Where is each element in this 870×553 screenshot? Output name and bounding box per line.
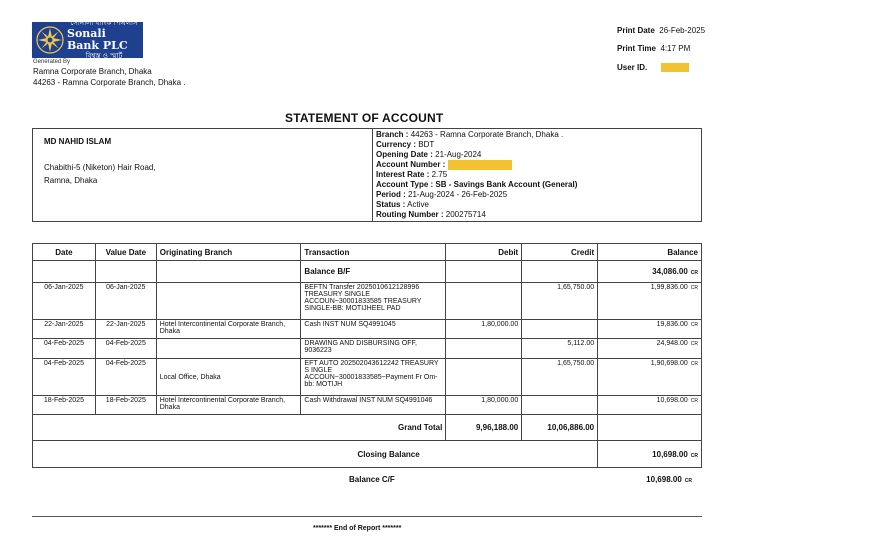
currency-label: Currency :: [376, 140, 417, 149]
header-date: Date: [33, 244, 96, 261]
header-transaction: Transaction: [301, 244, 446, 261]
status-label: Status :: [376, 200, 406, 210]
balance-cf-label: Balance C/F: [349, 475, 395, 484]
row-branch: [156, 283, 301, 320]
cr-marker: CR: [684, 478, 692, 484]
row-balance-cell: [598, 396, 702, 415]
total-debit: 9,96,188.00: [446, 415, 522, 441]
cr-marker: CR: [690, 341, 698, 347]
account-number-row: [376, 160, 577, 170]
row-credit: 1,65,750.00: [522, 283, 598, 320]
period-row: [376, 190, 577, 200]
row-balance-cell: [598, 359, 702, 396]
print-time-label: Print Time: [617, 44, 656, 53]
table-row: [33, 320, 702, 339]
row-value-date: 04-Feb-2025: [95, 339, 156, 359]
row-balance-cell: [598, 283, 702, 320]
row-credit: 1,65,750.00: [522, 359, 598, 396]
interest-rate-label: Interest Rate :: [376, 170, 430, 180]
row-debit: 1,80,000.00: [446, 320, 522, 339]
row-balance: 1,90,698.00: [650, 360, 688, 367]
header-debit: Debit: [446, 244, 522, 261]
balance-bf-label: Balance B/F: [301, 261, 446, 283]
closing-balance-cell: [598, 441, 702, 468]
account-number-redaction: [448, 160, 512, 170]
balance-bf-row: [33, 261, 702, 283]
row-debit: [446, 283, 522, 320]
header-value-date: Value Date: [95, 244, 156, 261]
cr-marker: CR: [690, 285, 698, 291]
print-time: [617, 44, 690, 53]
customer-address-line1: Chabithi-5 (Niketon) Hair Road,: [44, 163, 156, 172]
row-credit: [522, 320, 598, 339]
bank-name-english: Sonali Bank PLC: [67, 27, 128, 52]
account-info-box: [32, 128, 702, 222]
row-value-date: 06-Jan-2025: [95, 283, 156, 320]
balance-bf-cell: [598, 261, 702, 283]
grand-total-label: Grand Total: [301, 415, 446, 441]
row-value-date: 18-Feb-2025: [95, 396, 156, 415]
cr-marker: CR: [690, 270, 698, 276]
row-transaction: Cash Withdrawal INST NUM SQ4991046: [301, 396, 446, 415]
balance-cf-cell: [646, 475, 692, 484]
routing-value: 200275714: [445, 210, 486, 220]
row-balance-cell: [598, 320, 702, 339]
bank-tagline: বিশ্বস্ত ও স্মার্ট: [85, 52, 123, 60]
row-debit: 1,80,000.00: [446, 396, 522, 415]
currency-value: BDT: [418, 140, 435, 149]
currency-row: [376, 140, 577, 150]
end-divider: [32, 516, 702, 517]
row-balance: 10,698.00: [656, 397, 688, 404]
interest-rate-value: 2.75: [431, 170, 448, 180]
table-row: [33, 359, 702, 396]
closing-balance-value: 10,698.00: [652, 449, 688, 459]
generated-by-label: Generated By: [33, 59, 71, 65]
routing-row: [376, 210, 577, 220]
print-date: [617, 26, 705, 35]
routing-label: Routing Number :: [376, 210, 444, 220]
closing-balance-row: [33, 441, 702, 468]
row-debit: [446, 359, 522, 396]
status-value: Active: [407, 200, 429, 210]
generated-branch-code: 44263 - Ramna Corporate Branch, Dhaka .: [33, 78, 186, 87]
account-details: [376, 130, 577, 220]
account-number-label: Account Number :: [376, 160, 446, 170]
row-transaction: BEFTN Transfer 2025010612128996 TREASURY SINGLE ACCOUN~30001833585 TREASURY SINGLE-BB: MOTIJHEEL PAD: [301, 283, 446, 320]
print-time-value: 4:17 PM: [660, 44, 691, 53]
row-balance: 24,948.00: [656, 340, 688, 347]
period-label: Period :: [376, 190, 406, 200]
row-credit: [522, 396, 598, 415]
account-type-value: SB - Savings Bank Account (General): [435, 180, 578, 190]
end-of-report: ******* End of Report *******: [313, 525, 402, 532]
row-branch: Hotel Intercontinental Corporate Branch, Dhaka: [156, 396, 301, 415]
row-debit: [446, 339, 522, 359]
generated-branch: Ramna Corporate Branch, Dhaka: [33, 67, 152, 76]
bank-logo: [32, 19, 143, 60]
balance-bf-value: 34,086.00: [652, 267, 688, 276]
print-date-label: Print Date: [617, 26, 655, 35]
table-row: [33, 396, 702, 415]
header-credit: Credit: [522, 244, 598, 261]
interest-rate-row: [376, 170, 577, 180]
cr-marker: CR: [690, 322, 698, 328]
customer-address-line2: Ramna, Dhaka: [44, 176, 98, 185]
print-date-value: 26-Feb-2025: [659, 26, 706, 35]
row-date: 18-Feb-2025: [33, 396, 96, 415]
row-transaction: DRAWING AND DISBURSING OFF, 9036223: [301, 339, 446, 359]
table-row: [33, 283, 702, 320]
row-balance: 19,836.00: [656, 321, 688, 328]
row-date: 06-Jan-2025: [33, 283, 96, 320]
branch-value: 44263 - Ramna Corporate Branch, Dhaka .: [410, 130, 564, 139]
customer-name: MD NAHID ISLAM: [44, 137, 112, 146]
row-value-date: 22-Jan-2025: [95, 320, 156, 339]
row-date: 04-Feb-2025: [33, 359, 96, 396]
header-originating-branch: Originating Branch: [156, 244, 301, 261]
table-header-row: [33, 244, 702, 261]
account-type-label: Account Type :: [376, 180, 434, 190]
account-type-row: [376, 180, 577, 190]
bank-name-bengali: সোনালী ব্যাংক পিএলসি: [70, 19, 138, 27]
page-title: STATEMENT OF ACCOUNT: [285, 111, 444, 125]
balance-cf-value: 10,698.00: [646, 475, 682, 484]
row-branch: [156, 339, 301, 359]
branch-row: [376, 130, 577, 140]
branch-label: Branch :: [376, 130, 409, 139]
cr-marker: CR: [690, 361, 698, 367]
status-row: [376, 200, 577, 210]
cr-marker: CR: [690, 452, 698, 459]
user-id: [617, 63, 689, 72]
closing-balance-label: Closing Balance: [33, 441, 598, 468]
row-balance-cell: [598, 339, 702, 359]
row-value-date: 04-Feb-2025: [95, 359, 156, 396]
user-id-redaction: [661, 63, 689, 72]
row-transaction: Cash INST NUM SQ4991045: [301, 320, 446, 339]
user-id-label: User ID.: [617, 63, 648, 72]
transactions-table: [32, 243, 702, 468]
cr-marker: CR: [690, 398, 698, 404]
row-date: 22-Jan-2025: [33, 320, 96, 339]
row-credit: 5,112.00: [522, 339, 598, 359]
opening-date-row: [376, 150, 577, 160]
opening-date-label: Opening Date :: [376, 150, 433, 159]
row-balance: 1,99,836.00: [650, 284, 688, 291]
customer-info: [44, 135, 156, 187]
period-value: 21-Aug-2024 - 26-Feb-2025: [408, 190, 508, 200]
total-credit: 10,06,886.00: [522, 415, 598, 441]
grand-total-row: [33, 415, 702, 441]
opening-date-value: 21-Aug-2024: [435, 150, 482, 159]
table-row: [33, 339, 702, 359]
bank-emblem-icon: [35, 25, 65, 55]
header-balance: Balance: [598, 244, 702, 261]
row-branch: Local Office, Dhaka: [156, 359, 301, 396]
row-date: 04-Feb-2025: [33, 339, 96, 359]
row-branch: Hotel Intercontinental Corporate Branch, Dhaka: [156, 320, 301, 339]
row-transaction: EFT AUTO 202502043612242 TREASURY S INGLE ACCOUN~30001833585~Payment Fr Om-bb: MOTIJH: [301, 359, 446, 396]
account-box-divider: [372, 129, 373, 221]
